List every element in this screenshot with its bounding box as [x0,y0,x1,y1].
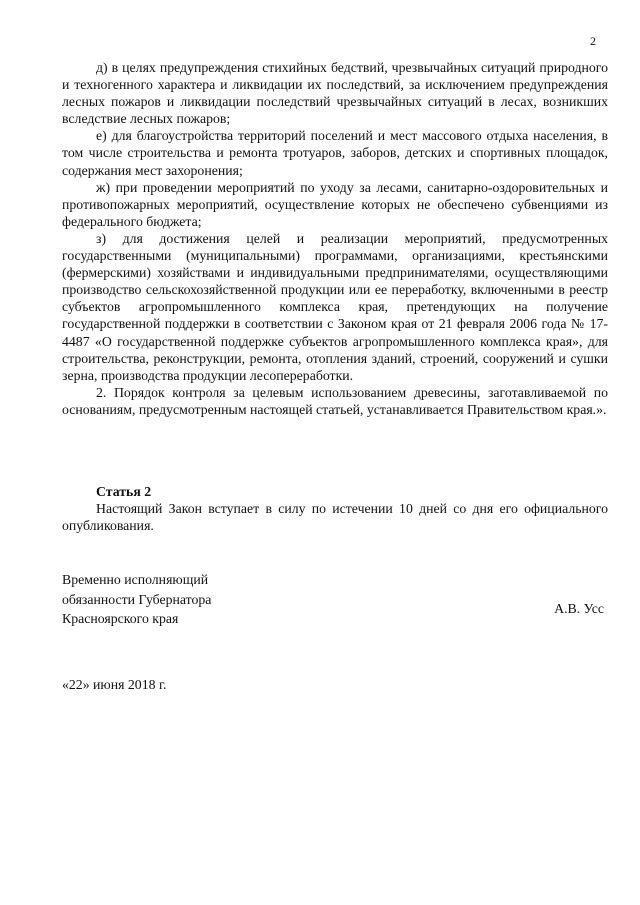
article-text: Настоящий Закон вступает в силу по истечении 10 дней со дня его официального опубликования. [62,501,608,534]
paragraph-e: е) для благоустройства территорий поселений и мест массового отдыха населения, в том числе строительства и ремонта тротуаров, заборов, детских и спортивных площадок, содержания мест захоронения; [62,128,608,178]
paragraph-2-control: 2. Порядок контроля за целевым использованием древесины, заготавливаемой по основаниям, предусмотренным настоящей статьей, устанавливается Правительством края.». [62,384,608,417]
article-title: Статья 2 [96,484,152,499]
paragraph-zh: ж) при проведении мероприятий по уходу за лесами, санитарно-оздоровительных и противопожарных мероприятий, осуществление которых не обеспечено субвенциями из федерального бюджета; [62,179,608,229]
signatory-title-line-1: Временно исполняющий [62,572,209,587]
signatory-title-line-3: Красноярского края [62,611,179,626]
document-date: «22» июня 2018 г. [62,677,167,692]
paragraph-z: з) для достижения целей и реализации мероприятий, предусмотренных государственными (муниципальными) программами, организациями, крестьянскими (фермерскими) хозяйствами и индивидуальными предпринимателями, осуществляющими производство сельскохозяйственной продукции или ее переработку, включенными в реестр субъектов агропромышленного комплекса края, претендующих на получение государственной поддержки в соответствии с Законом края от 21 февраля 2006 года № 17-4487 «О государственной поддержке субъектов агропромышленного комплекса края», для строительства, реконструкции, ремонта, отопления зданий, строений, сооружений и сушки зерна, производства продукции лесопереработки. [62,230,608,383]
signatory-name: А.В. Усс [554,601,604,616]
law-text-body [62,59,608,418]
article-2 [62,483,608,534]
signature-block [62,570,608,629]
paragraph-d: д) в целях предупреждения стихийных бедствий, чрезвычайных ситуаций природного и техногенного характера и ликвидации их последствий, за исключением предупреждения лесных пожаров и ликвидации последствий чрезвычайных ситуаций в лесах, возникших вследствие лесных пожаров; [62,60,608,127]
signatory-title-line-2: обязанности Губернатора [62,591,212,607]
page-number: 2 [590,34,596,48]
